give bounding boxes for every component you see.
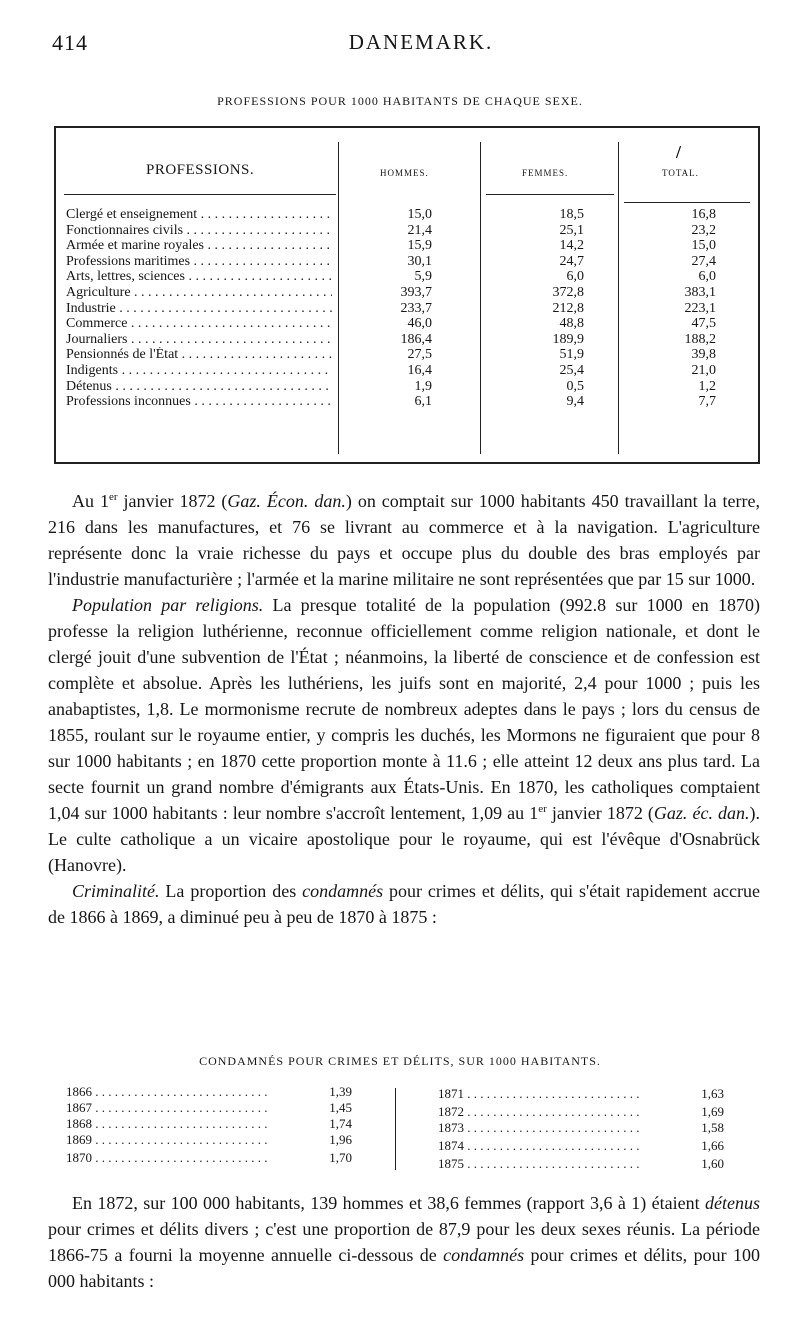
- year-cell: 1871 . . .: [438, 1086, 658, 1102]
- text-run: En 1872, sur 100 000 habitants, 139 hommes et 38,6 femmes (rapport 3,6 à 1) étaient: [72, 1193, 706, 1213]
- cell-hommes: 393,7: [400, 284, 432, 300]
- cell-hommes: 233,7: [400, 300, 432, 316]
- header-femmes: FEMMES.: [522, 168, 569, 178]
- cell-hommes: 6,1: [414, 394, 432, 410]
- cell-total: 7,7: [698, 394, 716, 410]
- rate-cell: 1,69: [701, 1104, 724, 1119]
- cell-total: 383,1: [684, 284, 716, 300]
- row-label: Détenus . . .: [66, 379, 332, 395]
- source-citation: Gaz. Écon. dan.: [227, 491, 346, 511]
- cell-total: 188,2: [684, 331, 716, 347]
- cell-total: 27,4: [691, 253, 716, 269]
- emphasis: condamnés: [302, 881, 384, 901]
- table-row: [56, 316, 758, 332]
- cell-femmes: 25,1: [559, 222, 584, 238]
- cell-hommes: 27,5: [407, 347, 432, 363]
- body-text-main: [48, 488, 760, 930]
- cell-femmes: 14,2: [559, 238, 584, 254]
- table-row: [66, 1150, 366, 1166]
- paragraph-religions: [48, 592, 760, 878]
- text-run: janvier 1872 (: [546, 803, 654, 823]
- row-label: Fonctionnaires civils . . .: [66, 223, 332, 239]
- cell-femmes: 18,5: [559, 207, 584, 222]
- header-total: TOTAL.: [662, 168, 699, 178]
- row-label: Clergé et enseignement . . .: [66, 207, 332, 223]
- cell-total: 39,8: [691, 347, 716, 363]
- row-label: Agriculture . . .: [66, 285, 332, 301]
- table-row: [56, 363, 758, 379]
- row-label: Indigents . . .: [66, 363, 332, 379]
- year-cell: 1872 . . .: [438, 1104, 658, 1120]
- text-run: Au 1: [72, 491, 109, 511]
- text-run: La presque totalité de la population (992.8 sur 1000 en 1870) professe la religion luthérienne, reconnue officiellement comme religion nationale, et dont le clergé jouit d'une subvention de l'État ; néanmoins, la liberté de conscience et de confession est complète et absolue. Après les luthériens, les juifs sont en majorité, 2,4 pour 1000 ; puis les anabaptistes, 1,8. Le mormonisme recrute de nombreux adeptes dans le pays ; lors du census de 1855, roulant sur le royaume entier, y compris les duchés, les Mormons ne figuraient que pour 8 sur 1000 habitants ; en 1870 cette proportion monte à 11.6 ; elle atteint 12 deux ans plus tard. La secte fournit un grand nombre d'émigrants aux États-Unis. En 1870, les catholiques comptaient 1,04 sur 1000 habitants : leur nombre s'accroît lentement, 1,09 au 1: [48, 595, 760, 823]
- table-row: [56, 347, 758, 363]
- cell-total: 16,8: [691, 207, 716, 222]
- rate-cell: 1,74: [329, 1116, 352, 1131]
- rate-cell: 1,66: [701, 1138, 724, 1153]
- cell-femmes: 25,4: [559, 362, 584, 378]
- emphasis: détenus: [705, 1193, 760, 1213]
- rate-cell: 1,45: [329, 1100, 352, 1115]
- cell-total: 23,2: [691, 222, 716, 238]
- text-run: pour crimes et délits, qui s'était rapidement accrue de 1866 à 1869, a diminué peu à peu de 1870 à 1875 :: [48, 881, 760, 927]
- rate-cell: 1,58: [701, 1120, 724, 1135]
- year-cell: 1873 . . .: [438, 1120, 658, 1136]
- paragraph-detenus: [48, 1190, 760, 1294]
- header-hommes: HOMMES.: [380, 168, 429, 178]
- professions-table: [54, 126, 760, 464]
- text-run: ) on comptait sur 1000 habitants 450 travaillant la terre, 216 dans les manufactures, et 76 se livrant au commerce et à la navigation. L'agriculture représente donc la vraie richesse du pays et occupe plus du double des bras employés par l'industrie manufacturière ; l'armée et la marine militaire ne sont représentées que par 15 sur 1000.: [48, 491, 761, 589]
- table-row: [56, 207, 758, 223]
- row-label: Journaliers . . .: [66, 332, 332, 348]
- cell-femmes: 0,5: [566, 378, 584, 394]
- cell-hommes: 16,4: [407, 362, 432, 378]
- emphasis: condamnés: [443, 1245, 525, 1265]
- cell-femmes: 51,9: [559, 347, 584, 363]
- page-title: DANEMARK.: [348, 30, 494, 54]
- cell-femmes: 212,8: [552, 300, 584, 316]
- table-row: [56, 379, 758, 395]
- cell-femmes: 24,7: [559, 253, 584, 269]
- cell-hommes: 1,9: [414, 378, 432, 394]
- cell-hommes: 15,9: [407, 238, 432, 254]
- table-row: [438, 1104, 738, 1120]
- column-divider: [395, 1088, 396, 1170]
- rate-cell: 1,39: [329, 1084, 352, 1099]
- ink-mark: /: [676, 142, 682, 162]
- cell-hommes: 15,0: [407, 207, 432, 222]
- cell-total: 223,1: [684, 300, 716, 316]
- year-cell: 1870 . . .: [66, 1150, 286, 1166]
- cell-total: 15,0: [691, 238, 716, 254]
- table-row: [438, 1138, 738, 1154]
- text-run: ). Le culte catholique a un vicaire apostolique pour le royaume, qui est l'évêque d'Osnabrück (Hanovre).: [48, 803, 760, 875]
- row-label: Professions inconnues . . .: [66, 394, 332, 410]
- professions-table-caption: PROFESSIONS POUR 1000 HABITANTS DE CHAQUE SEXE.: [217, 94, 583, 108]
- rate-cell: 1,63: [701, 1086, 724, 1101]
- row-label: Commerce . . .: [66, 316, 332, 332]
- rate-cell: 1,70: [329, 1150, 352, 1165]
- year-cell: 1874 . . .: [438, 1138, 658, 1154]
- cell-femmes: 372,8: [552, 284, 584, 300]
- year-cell: 1875 . . .: [438, 1156, 658, 1172]
- header-professions: PROFESSIONS.: [146, 162, 255, 178]
- text-run: janvier 1872 (: [117, 491, 228, 511]
- text-run: pour crimes et délits divers ; c'est une proportion de 87,9 pour les deux sexes réunis. La période 1866-75 a fourni la moyenne annuelle ci-dessous de: [48, 1219, 760, 1265]
- body-text-detenus: [48, 1190, 760, 1294]
- table-row: [66, 1116, 366, 1132]
- table-row: [56, 332, 758, 348]
- cell-hommes: 46,0: [407, 316, 432, 332]
- cell-femmes: 9,4: [566, 394, 584, 410]
- rate-cell: 1,96: [329, 1132, 352, 1147]
- cell-hommes: 30,1: [407, 253, 432, 269]
- rate-cell: 1,60: [701, 1156, 724, 1171]
- table-row: [56, 394, 758, 410]
- text-run: pour crimes et délits, pour 100 000 habitants :: [48, 1245, 760, 1291]
- cell-hommes: 21,4: [407, 222, 432, 238]
- superscript: er: [538, 803, 547, 815]
- row-label: Pensionnés de l'État . . .: [66, 347, 332, 363]
- source-citation: Gaz. éc. dan.: [653, 803, 750, 823]
- cell-femmes: 6,0: [566, 269, 584, 285]
- paragraph-criminalite: [48, 878, 760, 930]
- cell-total: 6,0: [698, 269, 716, 285]
- header-rule: [486, 194, 614, 195]
- year-cell: 1867 . . .: [66, 1100, 286, 1116]
- header-rule: [64, 194, 336, 195]
- running-head: [52, 30, 760, 60]
- cell-hommes: 186,4: [400, 331, 432, 347]
- paragraph-agriculture: [48, 488, 760, 592]
- year-cell: 1866 . . .: [66, 1084, 286, 1100]
- table-row: [56, 285, 758, 301]
- table-row: [66, 1132, 366, 1148]
- table-row: [438, 1156, 738, 1172]
- header-rule: [624, 202, 750, 203]
- table-row: [56, 238, 758, 254]
- cell-total: 47,5: [691, 316, 716, 332]
- row-label: Armée et marine royales . . .: [66, 238, 332, 254]
- row-label: Industrie . . .: [66, 301, 332, 317]
- table-row: [66, 1100, 366, 1116]
- year-cell: 1868 . . .: [66, 1116, 286, 1132]
- condemned-table-caption: CONDAMNÉS POUR CRIMES ET DÉLITS, SUR 1000 HABITANTS.: [199, 1054, 601, 1068]
- cell-femmes: 189,9: [552, 331, 584, 347]
- year-cell: 1869 . . .: [66, 1132, 286, 1148]
- table-row: [56, 269, 758, 285]
- superscript: er: [108, 491, 118, 503]
- cell-femmes: 48,8: [559, 316, 584, 332]
- page-number: 414: [52, 30, 88, 55]
- table-body: [56, 207, 758, 410]
- cell-hommes: 5,9: [414, 269, 432, 285]
- cell-total: 21,0: [691, 362, 716, 378]
- table-row: [66, 1084, 366, 1100]
- text-run: La proportion des: [159, 881, 303, 901]
- table-row: [56, 223, 758, 239]
- table-row: [56, 301, 758, 317]
- table-row: [438, 1086, 738, 1102]
- section-heading: Population par religions.: [72, 595, 264, 615]
- section-heading: Criminalité.: [72, 881, 160, 901]
- row-label: Professions maritimes . . .: [66, 254, 332, 270]
- table-row: [438, 1120, 738, 1136]
- cell-total: 1,2: [698, 378, 716, 394]
- condemned-table: [66, 1080, 746, 1174]
- table-row: [56, 254, 758, 270]
- row-label: Arts, lettres, sciences . . .: [66, 269, 332, 285]
